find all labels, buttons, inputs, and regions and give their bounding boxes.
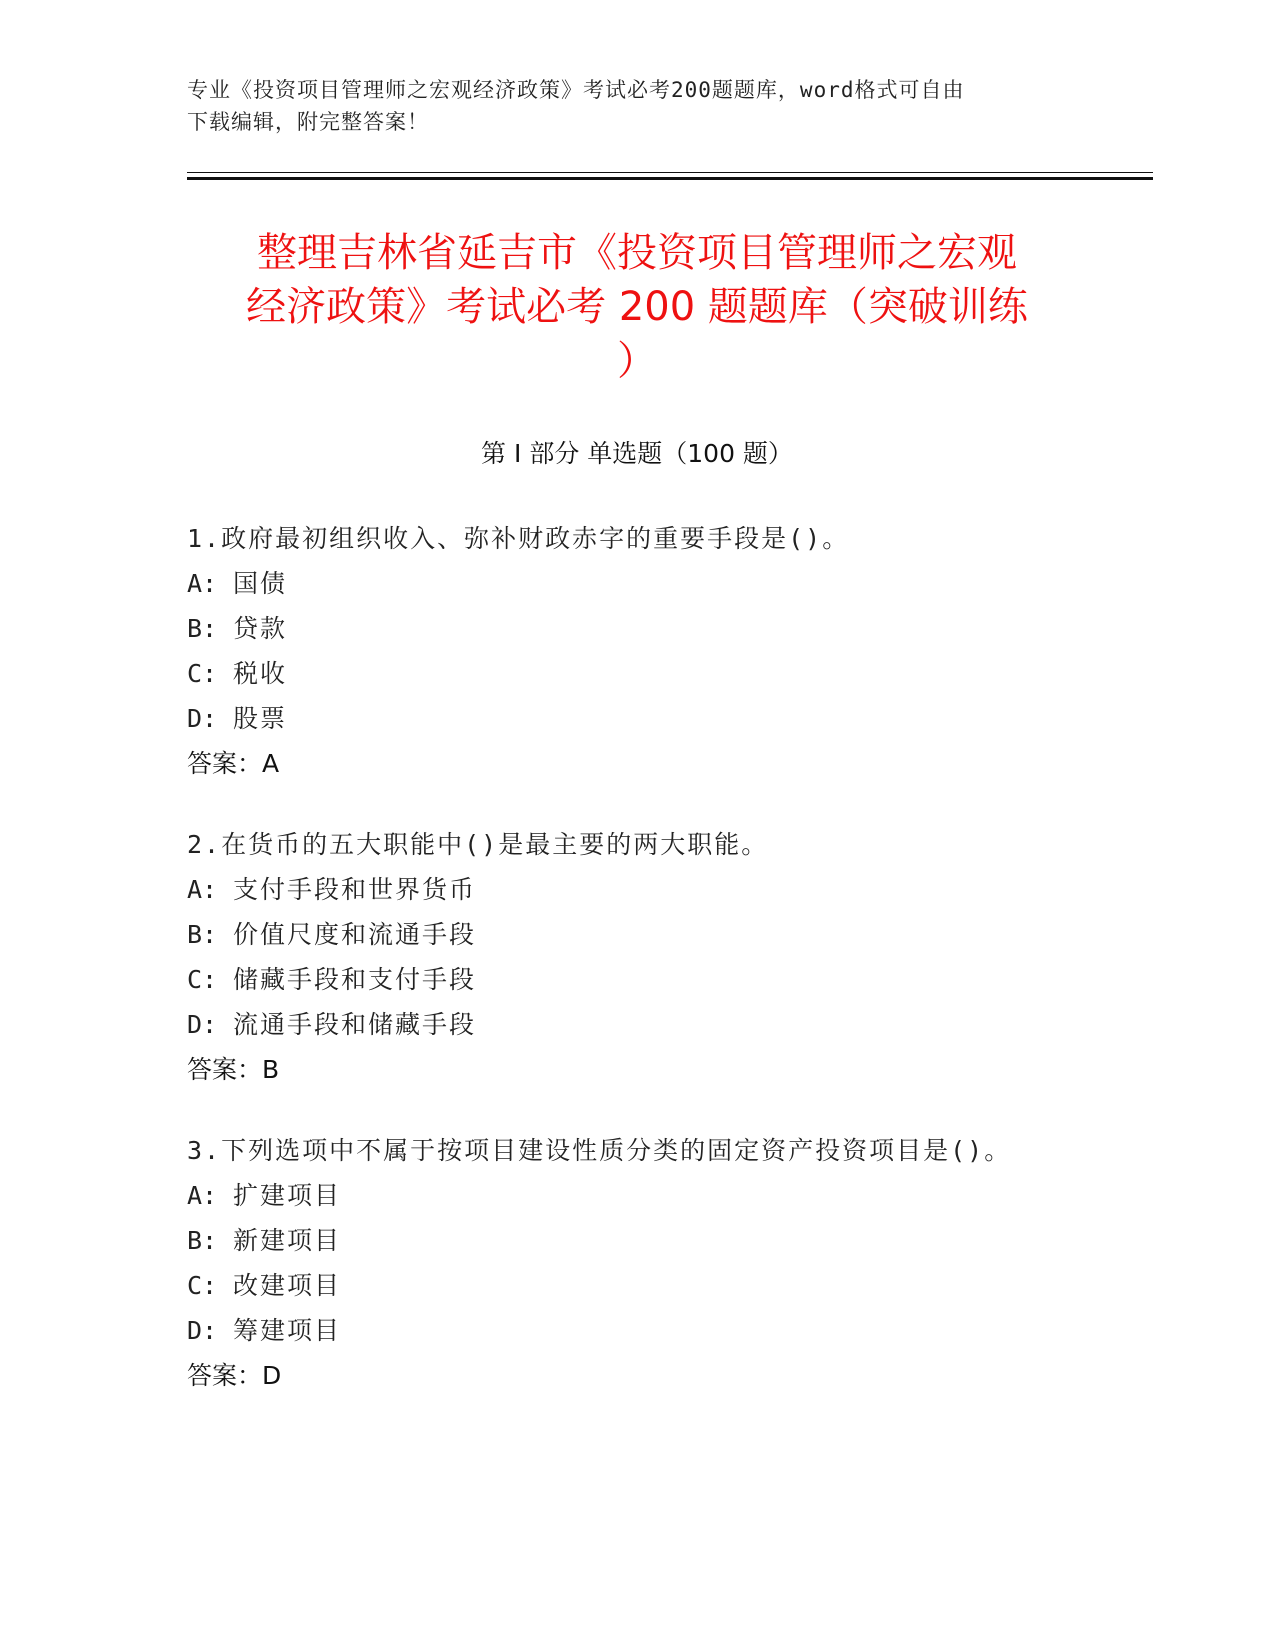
option-text: 国债 (233, 569, 288, 598)
option-d (187, 1308, 1087, 1353)
question-stem: 2.在货币的五大职能中()是最主要的两大职能。 (187, 830, 769, 859)
header-note-line-1: 专业《投资项目管理师之宏观经济政策》考试必考200题题库，word格式可自由 (187, 78, 965, 102)
option-letter: D: (187, 1316, 218, 1345)
answer: 答案：A (187, 749, 280, 778)
header-divider-thin (187, 172, 1153, 173)
option-d (187, 696, 1087, 741)
option-a (187, 867, 1087, 912)
option-c (187, 957, 1087, 1002)
option-a (187, 1173, 1087, 1218)
option-text: 改建项目 (233, 1271, 342, 1300)
option-b (187, 606, 1087, 651)
option-text: 流通手段和储藏手段 (233, 1010, 477, 1039)
option-text: 贷款 (233, 614, 288, 643)
option-letter: C: (187, 965, 218, 994)
option-letter: B: (187, 1226, 218, 1255)
option-letter: D: (187, 1010, 218, 1039)
option-b (187, 1218, 1087, 1263)
option-letter: C: (187, 1271, 218, 1300)
option-letter: B: (187, 614, 218, 643)
section-heading: 第 I 部分 单选题（100 题） (481, 439, 793, 468)
option-text: 税收 (233, 659, 288, 688)
question-stem: 1.政府最初组织收入、弥补财政赤字的重要手段是()。 (187, 524, 850, 553)
option-letter: D: (187, 704, 218, 733)
header-divider-thick (187, 177, 1153, 180)
document-title-line-1: 整理吉林省延吉市《投资项目管理师之宏观 (257, 230, 1017, 276)
option-c (187, 651, 1087, 696)
option-c (187, 1263, 1087, 1308)
option-text: 股票 (233, 704, 288, 733)
option-text: 储藏手段和支付手段 (233, 965, 477, 994)
option-text: 价值尺度和流通手段 (233, 920, 477, 949)
question-2 (187, 822, 1087, 1092)
option-letter: A: (187, 569, 218, 598)
question-1 (187, 516, 1087, 786)
option-text: 扩建项目 (233, 1181, 342, 1210)
option-letter: C: (187, 659, 218, 688)
option-text: 新建项目 (233, 1226, 342, 1255)
option-b (187, 912, 1087, 957)
header-note (187, 74, 1067, 138)
question-stem: 3.下列选项中不属于按项目建设性质分类的固定资产投资项目是()。 (187, 1136, 1012, 1165)
answer: 答案：D (187, 1361, 282, 1390)
document-title (187, 226, 1087, 388)
document-title-line-2: 经济政策》考试必考 200 题题库（突破训练 (246, 284, 1028, 330)
option-letter: A: (187, 875, 218, 904)
option-text: 筹建项目 (233, 1316, 342, 1345)
option-letter: A: (187, 1181, 218, 1210)
option-letter: B: (187, 920, 218, 949)
option-a (187, 561, 1087, 606)
answer: 答案：B (187, 1055, 280, 1084)
header-note-line-2: 下载编辑，附完整答案！ (187, 110, 429, 134)
question-3 (187, 1128, 1087, 1398)
option-text: 支付手段和世界货币 (233, 875, 477, 904)
option-d (187, 1002, 1087, 1047)
document-title-line-3: ） (617, 338, 657, 384)
